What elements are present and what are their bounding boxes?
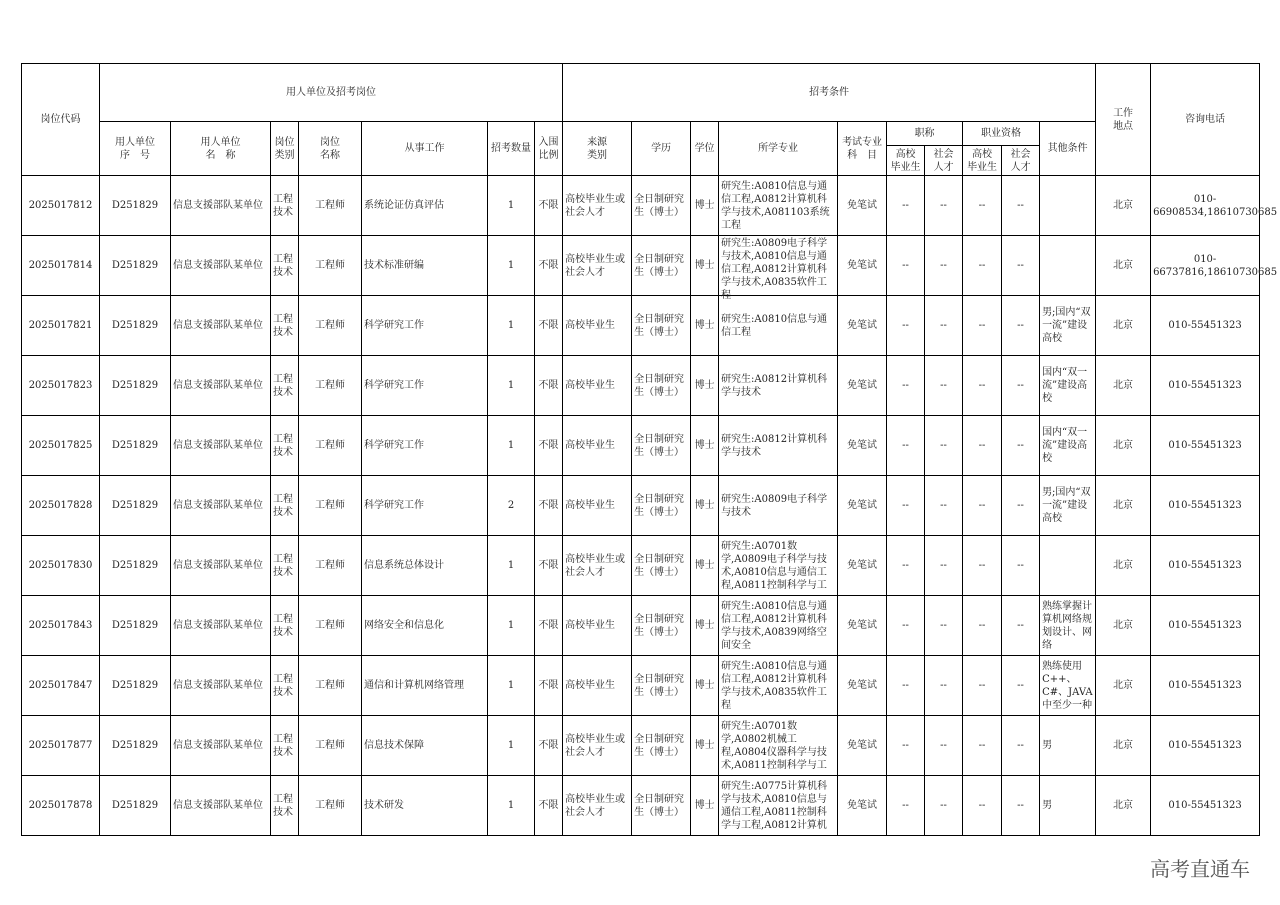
post-name-cell: 工程师	[299, 716, 362, 776]
count-cell: 1	[488, 296, 535, 356]
post-name-cell: 工程师	[299, 656, 362, 716]
post-type-cell: 工程技术	[271, 536, 299, 596]
major-cell: 研究生:A0701数学,A0809电子科学与技术,A0810信息与通信工程,A0811控制科学与工	[719, 536, 838, 596]
table-row	[22, 356, 1260, 416]
phone-cell: 010-55451323	[1151, 356, 1260, 416]
header-qual-social: 社会 人才	[1002, 146, 1040, 176]
qual-social-cell: --	[1002, 176, 1040, 236]
unit-no-cell: D251829	[100, 356, 171, 416]
post-code-cell: 2025017877	[22, 716, 100, 776]
education-cell: 全日制研究生（博士）	[632, 536, 691, 596]
education-cell: 全日制研究生（博士）	[632, 416, 691, 476]
unit-no-cell: D251829	[100, 296, 171, 356]
work-cell: 信息技术保障	[362, 716, 488, 776]
phone-cell: 010-55451323	[1151, 596, 1260, 656]
title-grad-cell: --	[887, 296, 925, 356]
ratio-cell: 不限	[535, 296, 563, 356]
header-unit-no: 用人单位 序 号	[100, 122, 171, 176]
unit-no-cell: D251829	[100, 176, 171, 236]
degree-cell: 博士	[691, 236, 719, 296]
title-social-cell: --	[925, 536, 963, 596]
unit-no-cell: D251829	[100, 416, 171, 476]
work-cell: 技术标准研编	[362, 236, 488, 296]
post-name-cell: 工程师	[299, 236, 362, 296]
source-cell: 高校毕业生	[563, 296, 632, 356]
exam-cell: 免笔试	[838, 656, 887, 716]
table-row	[22, 596, 1260, 656]
ratio-cell: 不限	[535, 536, 563, 596]
post-name-cell: 工程师	[299, 176, 362, 236]
degree-cell: 博士	[691, 776, 719, 836]
title-grad-cell: --	[887, 716, 925, 776]
ratio-cell: 不限	[535, 416, 563, 476]
header-title-grad: 高校 毕业生	[887, 146, 925, 176]
work-place-cell: 北京	[1096, 716, 1151, 776]
phone-cell: 010-55451323	[1151, 716, 1260, 776]
title-social-cell: --	[925, 416, 963, 476]
unit-name-cell: 信息支援部队某单位	[171, 596, 271, 656]
unit-no-cell: D251829	[100, 596, 171, 656]
header-degree: 学位	[691, 122, 719, 176]
degree-cell: 博士	[691, 416, 719, 476]
exam-cell: 免笔试	[838, 236, 887, 296]
education-cell: 全日制研究生（博士）	[632, 236, 691, 296]
recruitment-table	[21, 63, 1278, 836]
header-unit-name: 用人单位 名 称	[171, 122, 271, 176]
other-cell: 男	[1040, 716, 1096, 776]
work-cell: 通信和计算机网络管理	[362, 656, 488, 716]
phone-cell: 010-66908534,18610730685	[1151, 176, 1260, 236]
exam-cell: 免笔试	[838, 356, 887, 416]
degree-cell: 博士	[691, 596, 719, 656]
title-social-cell: --	[925, 476, 963, 536]
education-cell: 全日制研究生（博士）	[632, 716, 691, 776]
source-cell: 高校毕业生或社会人才	[563, 536, 632, 596]
ratio-cell: 不限	[535, 476, 563, 536]
unit-no-cell: D251829	[100, 656, 171, 716]
ratio-cell: 不限	[535, 236, 563, 296]
work-place-cell: 北京	[1096, 656, 1151, 716]
ratio-cell: 不限	[535, 776, 563, 836]
work-place-cell: 北京	[1096, 236, 1151, 296]
work-place-cell: 北京	[1096, 536, 1151, 596]
work-cell: 系统论证仿真评估	[362, 176, 488, 236]
title-social-cell: --	[925, 596, 963, 656]
degree-cell: 博士	[691, 476, 719, 536]
source-cell: 高校毕业生	[563, 356, 632, 416]
title-grad-cell: --	[887, 476, 925, 536]
source-cell: 高校毕业生或社会人才	[563, 716, 632, 776]
unit-name-cell: 信息支援部队某单位	[171, 236, 271, 296]
title-grad-cell: --	[887, 236, 925, 296]
degree-cell: 博士	[691, 356, 719, 416]
qual-grad-cell: --	[963, 596, 1002, 656]
post-type-cell: 工程技术	[271, 596, 299, 656]
major-cell: 研究生:A0775计算机科学与技术,A0810信息与通信工程,A0811控制科学与工程,A0812计算机	[719, 776, 838, 836]
phone-cell: 010-55451323	[1151, 476, 1260, 536]
qual-social-cell: --	[1002, 536, 1040, 596]
count-cell: 1	[488, 536, 535, 596]
unit-name-cell: 信息支援部队某单位	[171, 536, 271, 596]
post-code-cell: 2025017825	[22, 416, 100, 476]
major-cell: 研究生:A0810信息与通信工程,A0812计算机科学与技术,A0839网络空间安全	[719, 596, 838, 656]
major-cell: 研究生:A0810信息与通信工程,A0812计算机科学与技术,A0835软件工程	[719, 656, 838, 716]
watermark: 高考直通车	[1150, 857, 1250, 881]
unit-no-cell: D251829	[100, 536, 171, 596]
count-cell: 1	[488, 236, 535, 296]
other-cell: 熟练掌握计算机网络规划设计、网络	[1040, 596, 1096, 656]
qual-social-cell: --	[1002, 416, 1040, 476]
ratio-cell: 不限	[535, 656, 563, 716]
post-type-cell: 工程技术	[271, 716, 299, 776]
qual-grad-cell: --	[963, 716, 1002, 776]
header-group-conditions: 招考条件	[563, 64, 1096, 122]
ratio-cell: 不限	[535, 176, 563, 236]
other-cell: 国内“双一流”建设高校	[1040, 416, 1096, 476]
degree-cell: 博士	[691, 176, 719, 236]
count-cell: 1	[488, 416, 535, 476]
table-row	[22, 416, 1260, 476]
work-place-cell: 北京	[1096, 176, 1151, 236]
work-cell: 科学研究工作	[362, 356, 488, 416]
major-cell: 研究生:A0810信息与通信工程,A0812计算机科学与技术,A081103系统工程	[719, 176, 838, 236]
education-cell: 全日制研究生（博士）	[632, 356, 691, 416]
phone-cell: 010-55451323	[1151, 656, 1260, 716]
title-social-cell: --	[925, 716, 963, 776]
post-type-cell: 工程技术	[271, 656, 299, 716]
title-social-cell: --	[925, 656, 963, 716]
other-cell: 熟练使用C++、C#、JAVA中至少一种	[1040, 656, 1096, 716]
degree-cell: 博士	[691, 716, 719, 776]
title-grad-cell: --	[887, 776, 925, 836]
work-place-cell: 北京	[1096, 356, 1151, 416]
post-name-cell: 工程师	[299, 296, 362, 356]
unit-no-cell: D251829	[100, 236, 171, 296]
qual-grad-cell: --	[963, 296, 1002, 356]
exam-cell: 免笔试	[838, 176, 887, 236]
work-cell: 信息系统总体设计	[362, 536, 488, 596]
header-count: 招考数量	[488, 122, 535, 176]
header-work: 从事工作	[362, 122, 488, 176]
phone-cell: 010-55451323	[1151, 296, 1260, 356]
major-cell: 研究生:A0812计算机科学与技术	[719, 356, 838, 416]
post-code-cell: 2025017878	[22, 776, 100, 836]
header-exam: 考试专业 科 目	[838, 122, 887, 176]
title-grad-cell: --	[887, 176, 925, 236]
qual-social-cell: --	[1002, 776, 1040, 836]
unit-name-cell: 信息支援部队某单位	[171, 176, 271, 236]
other-cell	[1040, 536, 1096, 596]
source-cell: 高校毕业生	[563, 596, 632, 656]
qual-grad-cell: --	[963, 356, 1002, 416]
exam-cell: 免笔试	[838, 296, 887, 356]
table-row	[22, 656, 1260, 716]
major-cell: 研究生:A0812计算机科学与技术	[719, 416, 838, 476]
title-social-cell: --	[925, 176, 963, 236]
title-grad-cell: --	[887, 656, 925, 716]
count-cell: 1	[488, 776, 535, 836]
work-place-cell: 北京	[1096, 476, 1151, 536]
ratio-cell: 不限	[535, 356, 563, 416]
phone-cell: 010-55451323	[1151, 416, 1260, 476]
post-type-cell: 工程技术	[271, 776, 299, 836]
title-grad-cell: --	[887, 416, 925, 476]
other-cell: 男;国内“双一流”建设高校	[1040, 476, 1096, 536]
qual-grad-cell: --	[963, 656, 1002, 716]
unit-name-cell: 信息支援部队某单位	[171, 776, 271, 836]
post-type-cell: 工程技术	[271, 296, 299, 356]
other-cell	[1040, 176, 1096, 236]
qual-social-cell: --	[1002, 476, 1040, 536]
qual-grad-cell: --	[963, 416, 1002, 476]
unit-no-cell: D251829	[100, 716, 171, 776]
phone-cell: 010-66737816,18610730685	[1151, 236, 1260, 296]
post-name-cell: 工程师	[299, 596, 362, 656]
work-cell: 科学研究工作	[362, 476, 488, 536]
major-cell: 研究生:A0701数学,A0802机械工程,A0804仪器科学与技术,A0811控制科学与工	[719, 716, 838, 776]
title-social-cell: --	[925, 776, 963, 836]
header-major: 所学专业	[719, 122, 838, 176]
table-row	[22, 536, 1260, 596]
exam-cell: 免笔试	[838, 476, 887, 536]
unit-no-cell: D251829	[100, 476, 171, 536]
count-cell: 2	[488, 476, 535, 536]
table-row	[22, 476, 1260, 536]
header-ratio: 入围 比例	[535, 122, 563, 176]
count-cell: 1	[488, 176, 535, 236]
post-type-cell: 工程技术	[271, 416, 299, 476]
table-row	[22, 716, 1260, 776]
header-title: 职称	[887, 122, 963, 146]
unit-name-cell: 信息支援部队某单位	[171, 416, 271, 476]
header-qual-grad: 高校 毕业生	[963, 146, 1002, 176]
count-cell: 1	[488, 596, 535, 656]
education-cell: 全日制研究生（博士）	[632, 656, 691, 716]
degree-cell: 博士	[691, 536, 719, 596]
exam-cell: 免笔试	[838, 416, 887, 476]
count-cell: 1	[488, 356, 535, 416]
exam-cell: 免笔试	[838, 716, 887, 776]
unit-name-cell: 信息支援部队某单位	[171, 296, 271, 356]
qual-social-cell: --	[1002, 296, 1040, 356]
header-work-place: 工作 地点	[1096, 64, 1151, 176]
work-cell: 技术研发	[362, 776, 488, 836]
exam-cell: 免笔试	[838, 776, 887, 836]
unit-name-cell: 信息支援部队某单位	[171, 476, 271, 536]
header-qualification: 职业资格	[963, 122, 1040, 146]
header-post-name: 岗位 名称	[299, 122, 362, 176]
post-type-cell: 工程技术	[271, 236, 299, 296]
source-cell: 高校毕业生或社会人才	[563, 176, 632, 236]
post-code-cell: 2025017847	[22, 656, 100, 716]
education-cell: 全日制研究生（博士）	[632, 596, 691, 656]
header-education: 学历	[632, 122, 691, 176]
unit-no-cell: D251829	[100, 776, 171, 836]
education-cell: 全日制研究生（博士）	[632, 176, 691, 236]
exam-cell: 免笔试	[838, 536, 887, 596]
post-name-cell: 工程师	[299, 776, 362, 836]
qual-grad-cell: --	[963, 536, 1002, 596]
unit-name-cell: 信息支援部队某单位	[171, 656, 271, 716]
education-cell: 全日制研究生（博士）	[632, 476, 691, 536]
work-place-cell: 北京	[1096, 416, 1151, 476]
header-phone: 咨询电话	[1151, 64, 1260, 176]
table-row	[22, 776, 1260, 836]
degree-cell: 博士	[691, 656, 719, 716]
post-name-cell: 工程师	[299, 536, 362, 596]
unit-name-cell: 信息支援部队某单位	[171, 716, 271, 776]
title-social-cell: --	[925, 356, 963, 416]
qual-grad-cell: --	[963, 176, 1002, 236]
other-cell: 国内“双一流”建设高校	[1040, 356, 1096, 416]
major-cell: 研究生:A0810信息与通信工程	[719, 296, 838, 356]
phone-cell: 010-55451323	[1151, 536, 1260, 596]
qual-social-cell: --	[1002, 356, 1040, 416]
header-title-social: 社会 人才	[925, 146, 963, 176]
qual-social-cell: --	[1002, 596, 1040, 656]
other-cell	[1040, 236, 1096, 296]
work-cell: 网络安全和信息化	[362, 596, 488, 656]
post-code-cell: 2025017843	[22, 596, 100, 656]
other-cell: 男	[1040, 776, 1096, 836]
source-cell: 高校毕业生	[563, 416, 632, 476]
work-place-cell: 北京	[1096, 296, 1151, 356]
post-name-cell: 工程师	[299, 356, 362, 416]
work-place-cell: 北京	[1096, 596, 1151, 656]
post-code-cell: 2025017821	[22, 296, 100, 356]
title-social-cell: --	[925, 296, 963, 356]
work-cell: 科学研究工作	[362, 416, 488, 476]
count-cell: 1	[488, 656, 535, 716]
table-row	[22, 236, 1260, 296]
qual-grad-cell: --	[963, 236, 1002, 296]
education-cell: 全日制研究生（博士）	[632, 296, 691, 356]
source-cell: 高校毕业生或社会人才	[563, 236, 632, 296]
count-cell: 1	[488, 716, 535, 776]
post-code-cell: 2025017812	[22, 176, 100, 236]
exam-cell: 免笔试	[838, 596, 887, 656]
ratio-cell: 不限	[535, 716, 563, 776]
phone-cell: 010-55451323	[1151, 776, 1260, 836]
source-cell: 高校毕业生或社会人才	[563, 776, 632, 836]
education-cell: 全日制研究生（博士）	[632, 776, 691, 836]
post-type-cell: 工程技术	[271, 476, 299, 536]
post-code-cell: 2025017823	[22, 356, 100, 416]
post-name-cell: 工程师	[299, 416, 362, 476]
post-code-cell: 2025017828	[22, 476, 100, 536]
post-code-cell: 2025017830	[22, 536, 100, 596]
qual-social-cell: --	[1002, 656, 1040, 716]
header-post-code: 岗位代码	[22, 64, 100, 176]
header-source: 来源 类别	[563, 122, 632, 176]
header-other: 其他条件	[1040, 122, 1096, 176]
work-place-cell: 北京	[1096, 776, 1151, 836]
source-cell: 高校毕业生	[563, 656, 632, 716]
major-cell: 研究生:A0809电子科学与技术,A0810信息与通信工程,A0812计算机科学与技术,A0835软件工程	[719, 236, 838, 296]
qual-social-cell: --	[1002, 236, 1040, 296]
qual-grad-cell: --	[963, 776, 1002, 836]
other-cell: 男;国内“双一流”建设高校	[1040, 296, 1096, 356]
title-social-cell: --	[925, 236, 963, 296]
title-grad-cell: --	[887, 356, 925, 416]
ratio-cell: 不限	[535, 596, 563, 656]
table-row	[22, 176, 1260, 236]
post-name-cell: 工程师	[299, 476, 362, 536]
post-type-cell: 工程技术	[271, 356, 299, 416]
degree-cell: 博士	[691, 296, 719, 356]
source-cell: 高校毕业生	[563, 476, 632, 536]
post-code-cell: 2025017814	[22, 236, 100, 296]
table-row	[22, 296, 1260, 356]
post-type-cell: 工程技术	[271, 176, 299, 236]
unit-name-cell: 信息支援部队某单位	[171, 356, 271, 416]
header-group-unit: 用人单位及招考岗位	[100, 64, 563, 122]
major-cell: 研究生:A0809电子科学与技术	[719, 476, 838, 536]
header-post-type: 岗位 类别	[271, 122, 299, 176]
qual-social-cell: --	[1002, 716, 1040, 776]
title-grad-cell: --	[887, 536, 925, 596]
qual-grad-cell: --	[963, 476, 1002, 536]
work-cell: 科学研究工作	[362, 296, 488, 356]
title-grad-cell: --	[887, 596, 925, 656]
